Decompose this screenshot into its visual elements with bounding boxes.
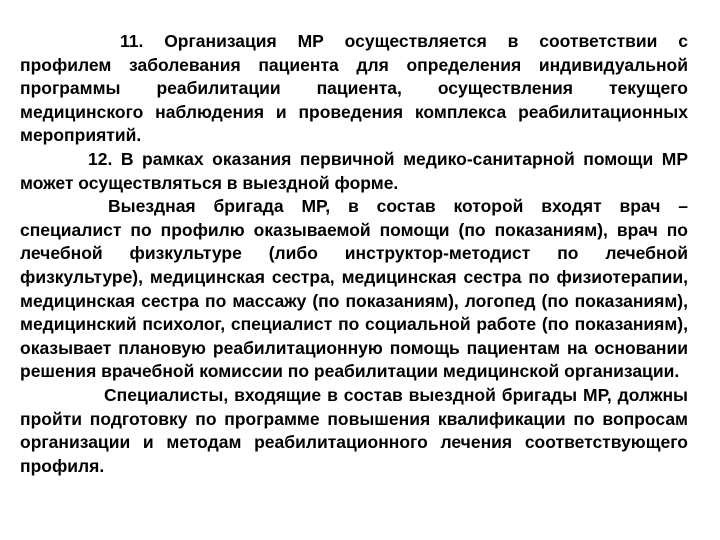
document-body — [20, 30, 688, 478]
paragraph-mobile-team: Выездная бригада МР, в состав которой входят врач – специалист по профилю оказываемой помощи (по показаниям), врач по лечебной физкультуре (либо инструктор-методист по лечебной физкультуре), медицинская сестра, медицинская сестра по физиотерапии, медицинская сестра по массажу (по показаниям), логопед (по показаниям), медицинский психолог, специалист по социальной работе (по показаниям), оказывает плановую реабилитационную помощь пациентам на основании решения врачебной комиссии по реабилитации медицинской организации. — [20, 196, 688, 382]
paragraph-item-11: 11. Организация МР осуществляется в соответствии с профилем заболевания пациента для определения индивидуальной программы реабилитации пациента, осуществления текущего медицинского наблюдения и проведения комплекса реабилитационных мероприятий. — [20, 31, 688, 146]
paragraph-specialists-training: Специалисты, входящие в состав выездной бригады МР, должны пройти подготовку по программе повышения квалификации по вопросам организации и методам реабилитационного лечения соответствующего профиля. — [20, 384, 688, 476]
paragraph-item-12: 12. В рамках оказания первичной медико-санитарной помощи МР может осуществляться в выездной форме. — [20, 148, 688, 193]
